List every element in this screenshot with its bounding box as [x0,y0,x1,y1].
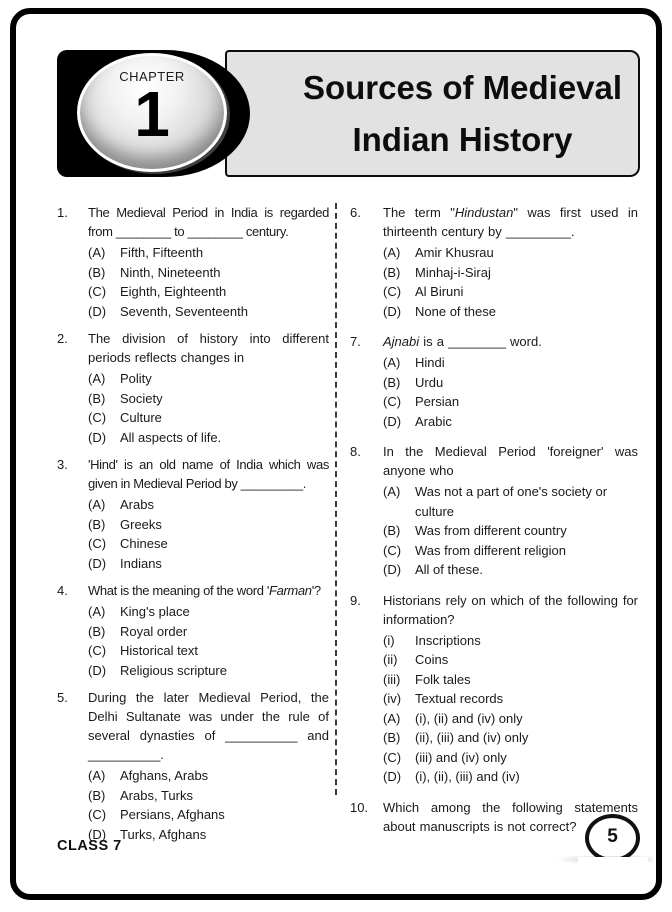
option-row [88,602,329,622]
question-number: 3. [57,457,68,472]
option-text: None of these [415,303,496,319]
option-label: (C) [88,536,107,551]
option-text: Historical text [120,643,199,658]
option-row [88,766,329,786]
option-row [88,825,329,845]
option-text: Persian [415,394,460,409]
option-label: (D) [88,555,107,571]
option-text: Persians, Afghans [120,807,225,822]
question-number: 8. [350,444,361,459]
option-text: Arabs [120,497,154,512]
option-row [88,534,329,554]
option-label: (A) [88,371,106,386]
question-text [383,591,638,629]
option-label: (D) [383,413,402,429]
option-text: King's place [120,604,190,619]
option-text: Culture [120,410,162,425]
option-label: (D) [88,429,107,445]
question-text-run: The Medieval Period in India is regarded from ________ to ________ century. [88,205,329,239]
option-text: Fifth, Fifteenth [120,245,204,260]
questions-left-column [57,203,329,852]
option-label: (iv) [383,691,402,706]
class-label: CLASS 7 [57,838,122,854]
question-block [350,203,638,321]
option-row [383,392,638,412]
option-row [383,689,638,709]
option-text: Turks, Afghans [120,826,207,842]
option-label: (D) [383,303,402,319]
question-number: 9. [350,592,361,608]
option-label: (C) [88,410,107,425]
chapter-header [57,50,640,177]
question-body [383,442,638,580]
question-text-run: is a ________ word. [419,334,542,349]
option-row [88,389,329,409]
question-body [88,455,329,573]
chapter-label: CHAPTER [119,69,185,84]
option-text: Polity [120,371,152,386]
question-text [88,203,329,241]
page-title-line1: Sources of Medieval [302,68,623,106]
option-text: All aspects of life. [120,429,222,445]
option-label: (B) [383,523,401,538]
option-row [88,641,329,661]
option-text: Folk tales [415,671,471,687]
option-label: (A) [383,710,401,726]
option-row [383,728,638,748]
question-text-run: During the later Medieval Period, the Delhi Sultanate was under the rule of several dynasties of __________ and __________. [88,690,329,762]
option-text: (iii) and (iv) only [415,749,507,765]
option-text: Hindi [415,355,445,370]
page-number: 5 [607,826,618,847]
option-label: (D) [383,562,402,577]
question-block [57,329,329,447]
option-text: (i), (ii), (iii) and (iv) [415,769,520,784]
question-number: 7. [350,334,361,349]
option-label: (A) [88,245,106,260]
option-text: Inscriptions [415,632,481,648]
question-block [350,332,638,431]
option-text: All of these. [415,562,483,577]
question-block [350,442,638,580]
option-label: (B) [88,787,106,803]
question-text-run: '? [311,583,321,598]
option-text: Was not a part of one's society or culture [415,484,608,519]
question-number: 10. [350,799,369,815]
option-label: (B) [88,390,106,406]
question-number: 1. [57,205,68,220]
option-label: (A) [383,484,401,499]
page-title-line2: Indian History [352,120,573,158]
question-text-run: The division of history into different periods reflects changes in [88,331,329,365]
option-row [88,622,329,642]
question-body [383,332,638,431]
question-text [383,332,638,351]
option-row [88,786,329,806]
option-label: (B) [88,623,106,639]
question-block [57,203,329,321]
option-label: (iii) [383,671,401,687]
option-text: Seventh, Seventeenth [120,303,248,319]
option-text: Afghans, Arabs [120,768,209,783]
option-row [88,243,329,263]
question-text-italic: Farman [268,583,312,598]
option-row [88,282,329,302]
option-row [88,515,329,535]
option-row [383,709,638,729]
option-label: (A) [88,768,106,783]
option-row [383,302,638,322]
option-text: Eighth, Eighteenth [120,284,227,299]
question-body [88,203,329,321]
question-block [57,455,329,573]
option-row [383,282,638,302]
option-row [383,263,638,283]
option-label: (B) [88,264,106,280]
title-banner [225,50,640,177]
chapter-sphere-icon [77,53,227,172]
option-label: (ii) [383,652,398,667]
question-text [88,329,329,367]
question-block [350,591,638,787]
question-body [88,581,329,680]
question-text [88,688,329,764]
option-row [88,554,329,574]
option-text: Royal order [120,623,188,639]
option-row [383,353,638,373]
option-row [383,373,638,393]
question-text [383,442,638,480]
option-label: (A) [383,355,401,370]
question-text-italic: Hindustan [454,205,514,220]
question-block [57,688,329,844]
page-number-circle [585,814,640,862]
option-row [383,748,638,768]
option-label: (A) [88,497,106,512]
questions-right-column [337,203,638,849]
chapter-number: 1 [134,78,170,150]
question-body [383,203,638,321]
option-text: Was from different country [415,523,567,538]
option-label: (D) [88,826,107,842]
option-label: (C) [383,542,402,558]
question-text-run: The term " [383,205,455,220]
option-label: (C) [88,643,107,658]
chapter-badge [57,50,250,177]
question-text [88,581,329,600]
option-row [383,482,638,521]
questions-area [57,203,638,852]
question-text-italic: Ajnabi [383,334,420,349]
option-text: Urdu [415,374,444,390]
option-text: Al Biruni [415,284,464,299]
question-text [383,203,638,241]
option-row [383,541,638,561]
option-row [88,495,329,515]
option-row [383,560,638,580]
option-text: Religious scripture [120,662,227,678]
question-number: 6. [350,205,361,220]
option-label: (i) [383,632,395,648]
option-row [88,263,329,283]
option-text: Chinese [120,536,168,551]
option-text: Arabic [415,413,452,429]
option-row [88,428,329,448]
option-label: (C) [383,394,402,409]
option-label: (D) [88,303,107,319]
option-row [383,670,638,690]
option-row [383,521,638,541]
question-text-run: Historians rely on which of the following for information? [383,592,638,627]
option-text: Greeks [120,516,162,532]
option-label: (A) [383,245,401,260]
option-text: Arabs, Turks [120,787,193,803]
option-label: (B) [383,730,401,745]
option-text: Ninth, Nineteenth [120,264,221,280]
option-label: (B) [383,264,401,280]
option-text: Minhaj-i-Siraj [415,264,491,280]
option-text: Coins [415,652,449,667]
question-text-run: Which among the following statements about manuscripts is not correct? [383,799,638,834]
option-row [88,302,329,322]
option-label: (D) [383,769,402,784]
question-text-run: 'Hind' is an old name of India which was given in Medieval Period by _________. [88,457,329,491]
option-label: (C) [383,284,402,299]
option-row [383,412,638,432]
option-text: (i), (ii) and (iv) only [415,710,523,726]
option-row [88,805,329,825]
question-text [88,455,329,493]
page-circle-bottom-cut [578,857,648,867]
option-label: (B) [383,374,401,390]
question-body [88,688,329,844]
option-row [383,767,638,787]
question-text-run: " was first used in thirteenth century by _________. [383,205,638,239]
option-label: (C) [88,807,107,822]
question-number: 4. [57,583,68,598]
question-text-run: In the Medieval Period 'foreigner' was anyone who [383,444,638,478]
question-text-run: What is the meaning of the word ' [88,583,269,598]
option-label: (D) [88,662,107,678]
option-label: (C) [88,284,107,299]
question-number: 2. [57,331,68,346]
option-row [88,408,329,428]
option-text: Was from different religion [415,542,567,558]
option-text: Amir Khusrau [415,245,494,260]
question-body [383,591,638,787]
option-text: Indians [120,555,162,571]
option-row [88,369,329,389]
option-label: (A) [88,604,106,619]
option-label: (B) [88,516,106,532]
option-text: Society [120,390,163,406]
option-label: (C) [383,749,402,765]
question-body [88,329,329,447]
option-row [88,661,329,681]
option-text: (ii), (iii) and (iv) only [415,730,529,745]
option-text: Textual records [415,691,504,706]
option-row [383,631,638,651]
question-number: 5. [57,690,68,705]
option-row [383,243,638,263]
question-block [57,581,329,680]
option-row [383,650,638,670]
